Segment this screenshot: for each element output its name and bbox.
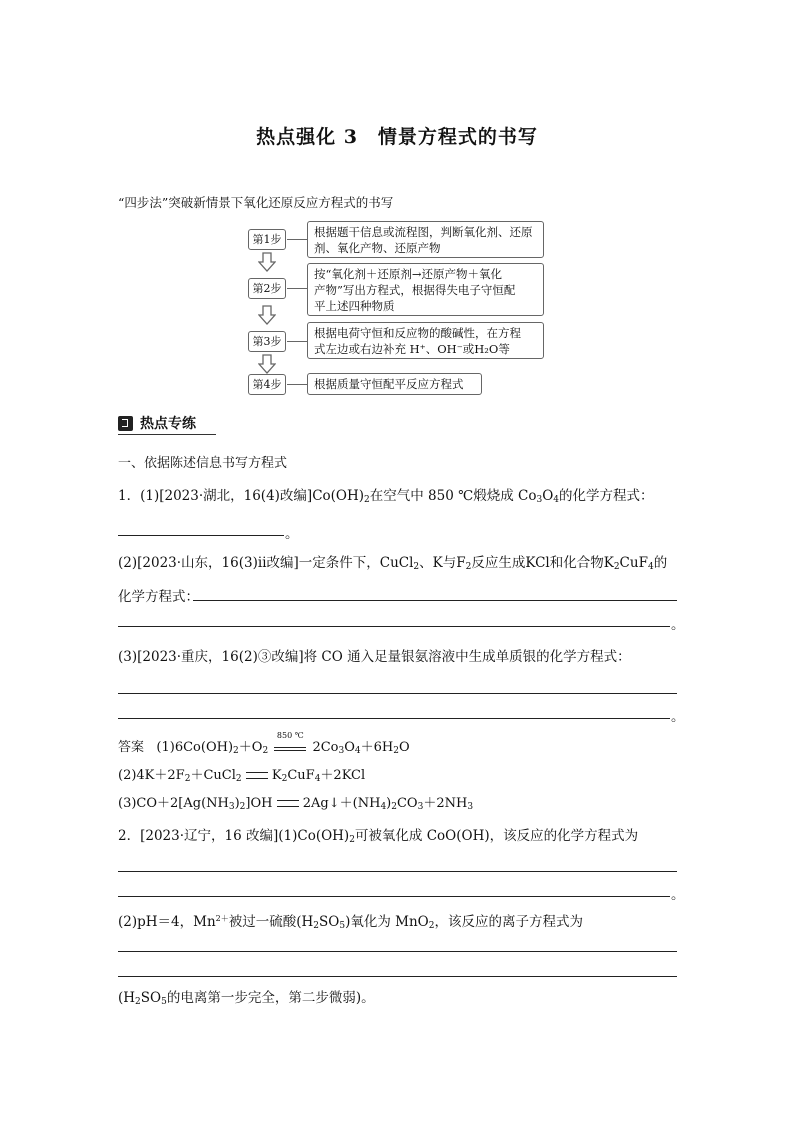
answer-blank[interactable]: [118, 896, 670, 897]
step-3-connector: [287, 341, 307, 342]
q2-part1-text: 2．[2023·辽宁，16 改编]$(1)Co(OH)_2$可被氧化成 CoO(OH)，该反应的化学方程式为: [118, 828, 639, 845]
answer-blank[interactable]: [118, 626, 670, 627]
period: 。: [285, 526, 299, 542]
answer-blank[interactable]: [118, 718, 670, 719]
q1-part2-label: 化学方程式：: [118, 589, 199, 605]
equals-sign: [277, 800, 299, 807]
answer-blank[interactable]: [118, 693, 677, 694]
q1-part2-text: (2)[2023·山东，16(3)ⅱ改编]一定条件下，CuCl$_2$、K与$F_2$反应生成KCl和化合物$K_2CuF_4$的: [118, 555, 668, 572]
q2-part2-note: ($H_2SO_5$的电离第一步完全，第二步微弱)。: [118, 990, 375, 1007]
step-4-text-line-1: 根据质量守恒配平反应方程式: [314, 377, 464, 391]
answer-line-2: $(2)4K+2F_2+CuCl_2$ $K_2CuF_4+2KCl$: [118, 768, 366, 784]
answer-blank[interactable]: [118, 951, 677, 952]
step-2-connector: [287, 288, 307, 289]
reaction-condition-sign: 850 ℃: [272, 740, 308, 756]
equals-sign: [246, 772, 268, 779]
step-2-text-line-2: 产物”写出方程式，根据得失电子守恒配: [314, 283, 516, 297]
sub-heading: 一、依据陈述信息书写方程式: [118, 456, 288, 471]
step-4-label: 第4步: [248, 374, 286, 395]
step-1-text-line-1: 根据题干信息或流程图，判断氧化剂、还原: [314, 225, 533, 239]
answer-line-3: $(3)CO+2[Ag(NH_3)_2]OH$ $2Ag↓+(NH_4)_2CO_3+2NH_3$: [118, 796, 474, 812]
step-3-box: [307, 322, 544, 359]
step-1-box: [307, 221, 544, 258]
step-1-label: 第1步: [248, 229, 286, 250]
answer-line-1: 答案 $(1)6Co(OH)_2+O_2$ 850 ℃ $2Co_3O_4+6H_2O$: [118, 730, 410, 756]
step-1-text-line-2: 剂、氧化产物、还原产物: [314, 241, 441, 255]
step-3-text-line-1: 根据电荷守恒和反应物的酸碱性，在方程: [314, 326, 521, 340]
period: 。: [671, 617, 685, 633]
section-divider: [118, 434, 216, 435]
q1-part1-text: 1．(1)[2023·湖北，16(4)改编]$Co(OH)_2$在空气中 850 ℃煅烧成 $Co_3O_4$的化学方程式：: [118, 488, 654, 505]
section-title: 热点专练: [140, 416, 196, 432]
answer-blank[interactable]: [193, 600, 677, 601]
intro-text: “四步法”突破新情景下氧化还原反应方程式的书写: [118, 195, 394, 210]
step-3-label: 第3步: [248, 331, 286, 352]
step-2-label: 第2步: [248, 278, 286, 299]
down-arrow-icon: [258, 305, 276, 325]
period: 。: [671, 887, 685, 903]
q1-part3-text: (3)[2023·重庆，16(2)③改编]将 CO 通入足量银氨溶液中生成单质银的化学方程式：: [118, 649, 631, 665]
step-2-text-line-3: 平上述四种物质: [314, 299, 395, 313]
page-title: 热点强化 3 情景方程式的书写: [256, 126, 538, 148]
section-number-icon: [118, 416, 133, 431]
step-2-box: [307, 263, 544, 316]
period: 。: [671, 709, 685, 725]
step-4-box: [307, 373, 482, 395]
answer-label: 答案: [118, 740, 145, 755]
step-1-connector: [287, 239, 307, 240]
answer-blank[interactable]: [118, 535, 284, 536]
down-arrow-icon: [258, 252, 276, 272]
q2-part2-text: (2)pH＝4，$Mn^{2+}$被过一硫酸$(H_2SO_5)$氧化为 MnO$_2$，该反应的离子方程式为: [118, 914, 583, 931]
answer-blank[interactable]: [118, 976, 677, 977]
step-2-text-line-1: 按“氧化剂＋还原剂→还原产物＋氧化: [314, 267, 503, 281]
step-3-text-line-2: 式左边或右边补充 H⁺、OH⁻或H₂O等: [314, 342, 510, 356]
answer-blank[interactable]: [118, 871, 677, 872]
step-4-connector: [287, 384, 307, 385]
down-arrow-icon: [258, 354, 276, 374]
